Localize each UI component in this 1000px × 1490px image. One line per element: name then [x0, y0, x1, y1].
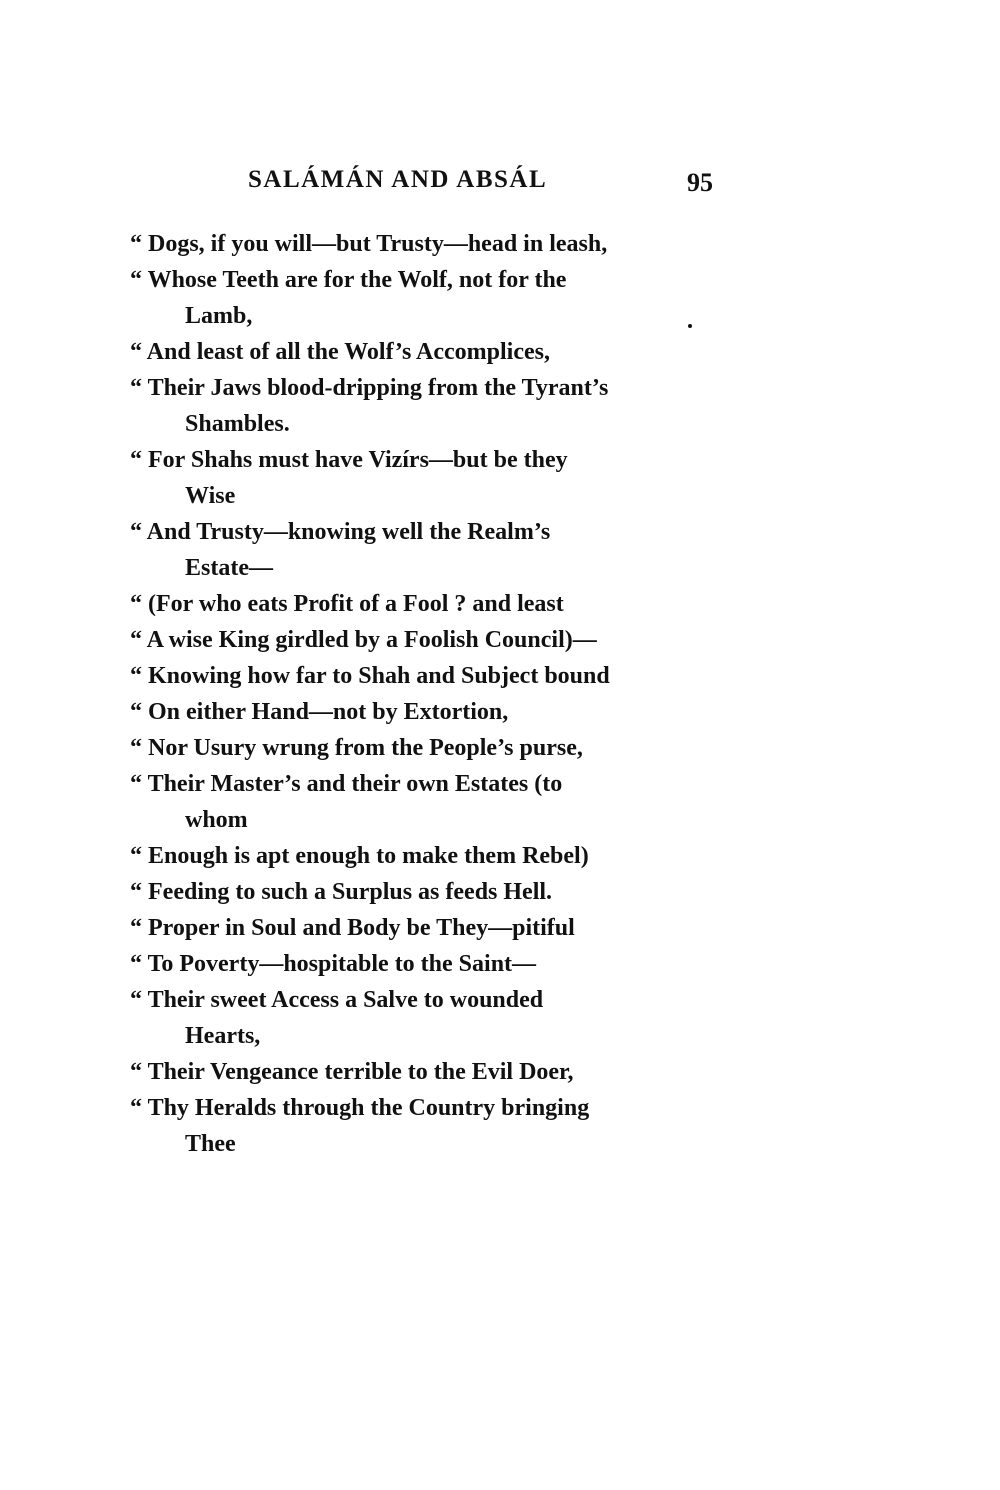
verse-line: “ Whose Teeth are for the Wolf, not for the Lamb,	[130, 262, 722, 334]
verse-continuation: Estate—	[185, 555, 273, 581]
verse-line: “ Proper in Soul and Body be They—pitiful	[130, 915, 575, 941]
verse-line: “ (For who eats Profit of a Fool ? and least	[130, 591, 564, 617]
verse-line: “ Enough is apt enough to make them Rebel)	[130, 843, 589, 869]
verse-line: “ To Poverty—hospitable to the Saint—	[130, 951, 537, 977]
verse-continuation: Shambles.	[185, 411, 290, 437]
verse-line: “ On either Hand—not by Extortion,	[130, 699, 509, 725]
verse-line: “ Their Jaws blood-dripping from the Tyrant’s Shambles.	[130, 370, 722, 442]
page-number: 95	[687, 168, 713, 197]
verse-line: “ Their sweet Access a Salve to wounded Hearts,	[130, 982, 722, 1054]
running-title: SALÁMÁN AND ABSÁL	[248, 166, 548, 193]
verse-line: “ Nor Usury wrung from the People’s purse,	[130, 735, 583, 761]
verse-continuation: Thee	[185, 1131, 236, 1157]
verse-continuation: Hearts,	[185, 1023, 261, 1049]
verse-continuation: Lamb,	[185, 303, 253, 329]
poem-body	[130, 226, 722, 1162]
verse-line: “ For Shahs must have Vizírs—but be they Wise	[130, 442, 722, 514]
verse-continuation: Wise	[185, 483, 236, 509]
verse-line: “ Feeding to such a Surplus as feeds Hell.	[130, 879, 553, 905]
verse-line: “ Knowing how far to Shah and Subject bound	[130, 663, 610, 689]
verse-line: “ A wise King girdled by a Foolish Council)—	[130, 627, 597, 653]
verse-line: “ And Trusty—knowing well the Realm’s Estate—	[130, 514, 722, 586]
verse-line: “ Thy Heralds through the Country bringing Thee	[130, 1090, 722, 1162]
page-header	[0, 160, 1000, 200]
verse-line: “ And least of all the Wolf’s Accomplices,	[130, 339, 550, 365]
verse-line: “ Their Master’s and their own Estates (to whom	[130, 766, 722, 838]
verse-line: “ Their Vengeance terrible to the Evil Doer,	[130, 1059, 574, 1085]
verse-line: “ Dogs, if you will—but Trusty—head in leash,	[130, 231, 608, 257]
verse-continuation: whom	[185, 807, 248, 833]
